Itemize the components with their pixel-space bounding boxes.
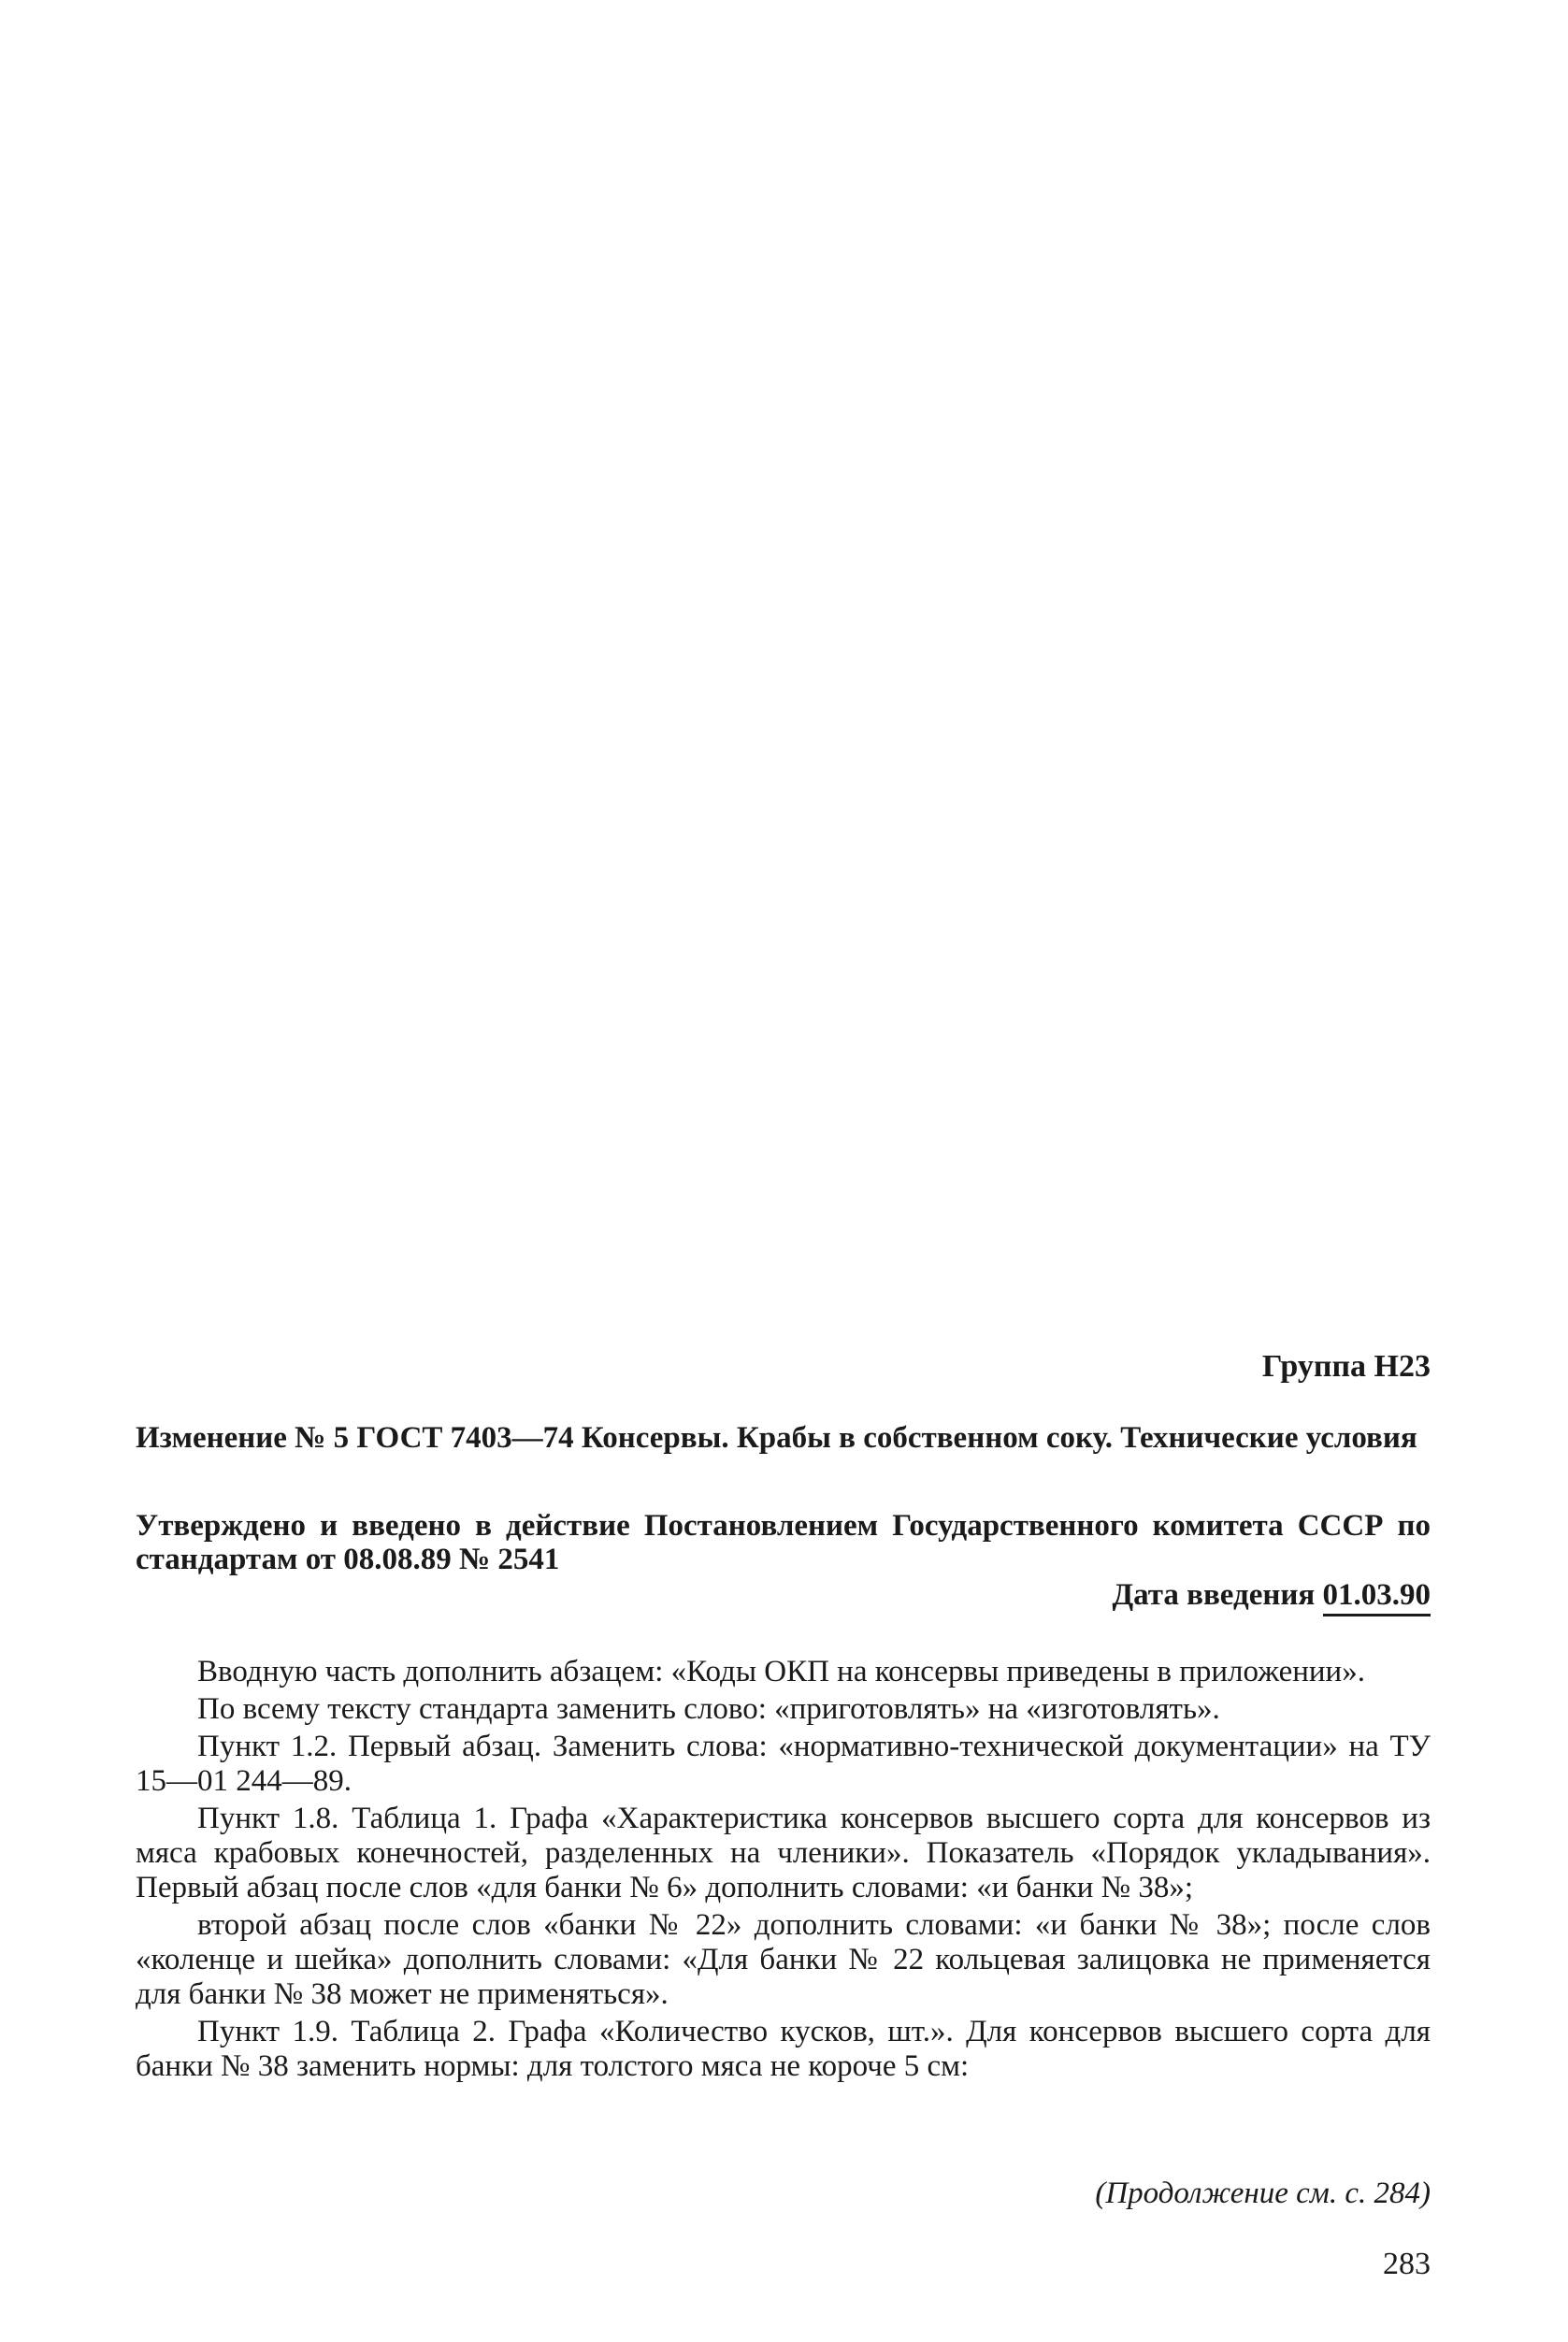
- introduction-date-value: 01.03.90: [1323, 1578, 1431, 1616]
- body-paragraph: По всему тексту стандарта заменить слово: «приготовлять» на «изготовлять».: [197, 1692, 1220, 1726]
- body-paragraph: Вводную часть дополнить абзацем: «Коды ОКП на консервы приведены в приложении».: [197, 1655, 1365, 1688]
- amendment-title: Изменение № 5 ГОСТ 7403—74 Консервы. Крабы в собственном соку. Технические условия: [136, 1421, 1417, 1455]
- body-paragraph: Пункт 1.9. Таблица 2. Графа «Количество кусков, шт.». Для консервов высшего сорта для банки № 38 заменить нормы: для толстого мяса не короче 5 см:: [136, 2015, 1431, 2083]
- page-number: 283: [1383, 2247, 1431, 2281]
- introduction-date: [898, 1576, 1431, 1614]
- introduction-date-label: Дата введения: [1112, 1578, 1316, 1612]
- approval-statement: Утверждено и введено в действие Постановлением Государственного комитета СССР по стандартам от 08.08.89 № 2541: [136, 1509, 1431, 1576]
- continuation-note: (Продолжение см. с. 284): [1095, 2177, 1431, 2210]
- body-paragraph: Пункт 1.8. Таблица 1. Графа «Характеристика консервов высшего сорта для консервов из мяса крабовых конечностей, разделенных на членики». Показатель «Порядок укладывания». Первый абзац после слов «для банки № 6» дополнить словами: «и банки № 38»;: [136, 1802, 1431, 1904]
- group-code: Группа Н23: [1261, 1349, 1431, 1384]
- body-paragraph: второй абзац после слов «банки № 22» дополнить словами: «и банки № 38»; после слов «коленце и шейка» дополнить словами: «Для банки № 22 кольцевая залицовка не применяется для банки № 38 может не применяться».: [136, 1908, 1431, 2011]
- amendment-body: [136, 1655, 1431, 2087]
- body-paragraph: Пункт 1.2. Первый абзац. Заменить слова: «нормативно-технической документации» на ТУ 15—01 244—89.: [136, 1730, 1431, 1798]
